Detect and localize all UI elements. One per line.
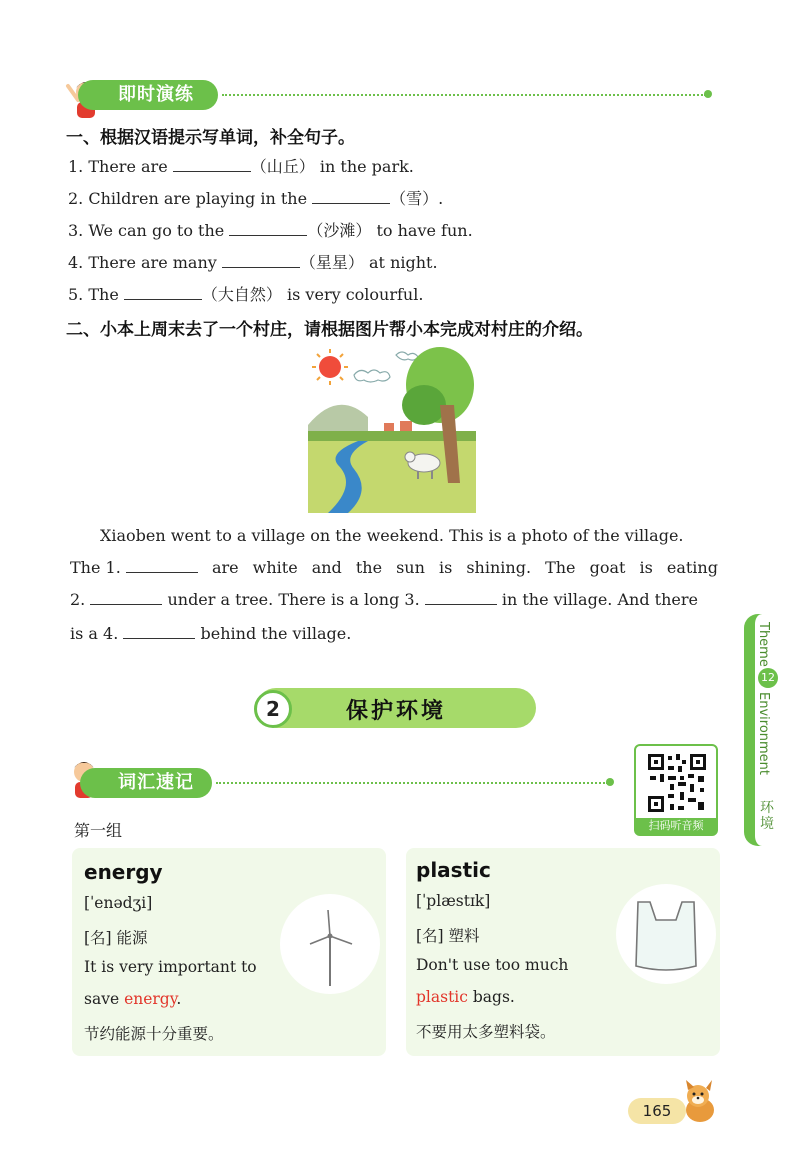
section-number-badge: 2 [254, 690, 292, 728]
vocab-word: plastic [416, 858, 491, 882]
passage-line-1: Xiaoben went to a village on the weekend. This is a photo of the village. [100, 526, 684, 545]
vocab-example-en: It is very important to [84, 958, 257, 976]
part2-heading: 二、小本上周末去了一个村庄，请根据图片帮小本完成对村庄的介绍。 [66, 320, 593, 340]
illustration-circle [280, 894, 380, 994]
qr-code-panel[interactable] [634, 744, 718, 836]
vocab-group-label: 第一组 [74, 821, 123, 840]
theme-tab-label: Theme [756, 622, 771, 667]
highlighted-word: plastic [416, 988, 468, 1006]
vocab-word: energy [84, 860, 163, 884]
vocab-example-en-2: save energy. [84, 990, 182, 1008]
question-5: 5. The （大自然） is very colourful. [68, 285, 424, 304]
question-2: 2. Children are playing in the （雪）. [68, 189, 444, 208]
answer-blank[interactable] [229, 221, 307, 236]
question-3: 3. We can go to the （沙滩） to have fun. [68, 221, 473, 240]
answer-blank[interactable] [173, 157, 251, 172]
passage-line-2: The 1. are white and the sun is shining. The goat is eating [70, 558, 718, 577]
highlighted-word: energy [124, 990, 177, 1008]
vocab-example-cn: 节约能源十分重要。 [84, 1025, 224, 1043]
plastic-bag-icon [616, 884, 716, 984]
answer-blank[interactable] [312, 189, 390, 204]
vocab-header-divider [216, 782, 608, 784]
part1-heading: 一、根据汉语提示写单词，补全句子。 [66, 128, 355, 148]
vocab-header-label: 词汇速记 [118, 772, 194, 793]
vocab-card-energy [72, 848, 386, 1056]
theme-number-badge: 12 [758, 668, 778, 688]
practice-header [78, 80, 218, 110]
vocab-header [80, 768, 212, 798]
vocab-header-divider-end [606, 778, 614, 786]
dog-mascot-icon [678, 1078, 722, 1124]
question-4: 4. There are many （星星） at night. [68, 253, 438, 272]
answer-blank[interactable] [124, 285, 202, 300]
answer-blank[interactable] [90, 590, 162, 605]
vocab-example-en: Don't use too much [416, 956, 569, 974]
illustration-circle [616, 884, 716, 984]
practice-header-divider-end [704, 90, 712, 98]
village-illustration [308, 345, 476, 513]
page-number: 165 [628, 1098, 686, 1124]
vocab-phonetic: [ˈenədʒi] [84, 894, 153, 912]
theme-tab-name: Environment [756, 692, 771, 776]
vocab-meaning: [名] 能源 [84, 929, 148, 947]
answer-blank[interactable] [123, 624, 195, 639]
vocab-card-plastic [406, 848, 720, 1056]
vocab-example-en-2: plastic bags. [416, 988, 515, 1006]
vocab-phonetic: [ˈplæstɪk] [416, 892, 491, 910]
vocab-example-cn: 不要用太多塑料袋。 [416, 1023, 556, 1041]
theme-tab-cn: 环境 [760, 800, 774, 832]
qr-code-label: 扫码听音频 [636, 818, 716, 834]
section-title: 保护环境 [346, 699, 447, 724]
practice-header-divider [222, 94, 706, 96]
question-1: 1. There are （山丘） in the park. [68, 157, 414, 176]
answer-blank[interactable] [126, 558, 198, 573]
wind-turbine-icon [280, 894, 380, 994]
vocab-meaning: [名] 塑料 [416, 927, 480, 945]
answer-blank[interactable] [425, 590, 497, 605]
practice-header-label: 即时演练 [118, 84, 194, 105]
passage-line-4: is a 4. behind the village. [70, 624, 352, 643]
answer-blank[interactable] [222, 253, 300, 268]
passage-line-3: 2. under a tree. There is a long 3. in the village. And there [70, 590, 698, 609]
qr-code-icon [646, 752, 708, 814]
